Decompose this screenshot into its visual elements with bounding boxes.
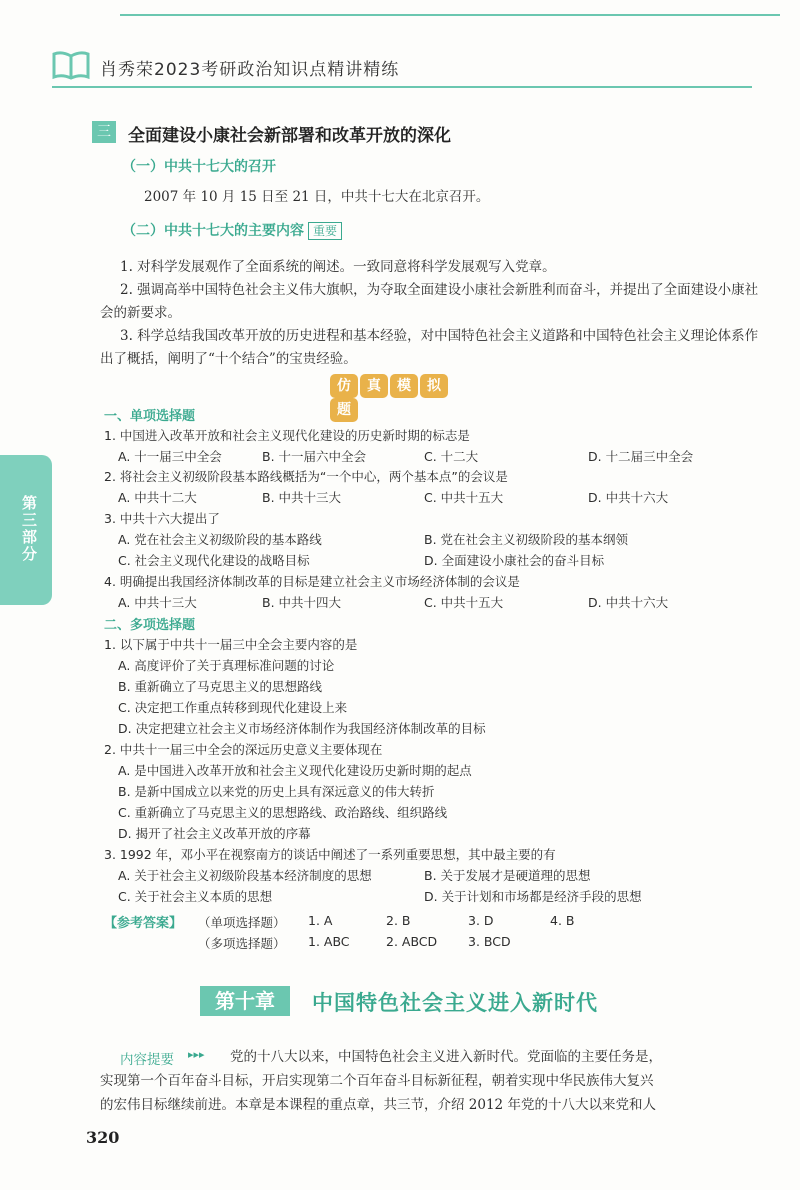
- multi-q2-opt-d: D. 揭开了社会主义改革开放的序幕: [118, 826, 311, 841]
- importance-badge: 重要: [308, 222, 342, 240]
- intro-line-2: 实现第一个百年奋斗目标，开启实现第二个百年奋斗目标新征程，朝着实现中华民族伟大复兴: [100, 1073, 654, 1089]
- multi-q3-opt-a: A. 关于社会主义初级阶段基本经济制度的思想: [118, 868, 372, 883]
- point-2: 2. 强调高举中国特色社会主义伟大旗帜，为夺取全面建设小康社会新胜利而奋斗，并提出了全面建设小康社会的新要求。: [100, 282, 759, 321]
- multi-q1-opt-b: B. 重新确立了马克思主义的思想路线: [118, 679, 323, 694]
- single-q3-opt-d: D. 全面建设小康社会的奋斗目标: [424, 553, 605, 568]
- single-q2-opt-b: B. 中共十三大: [262, 490, 342, 505]
- multi-q1: 1. 以下属于中共十一届三中全会主要内容的是: [104, 637, 358, 652]
- part-side-tab-label: 第三部分: [20, 495, 38, 563]
- banner-char: 题: [330, 398, 358, 422]
- answer-single-3: 3. D: [468, 913, 494, 928]
- point-3: 3. 科学总结我国改革开放的历史进程和基本经验，对中国特色社会主义道路和中国特色社会主义理论体系作出了概括，阐明了“十个结合”的宝贵经验。: [100, 328, 759, 367]
- multi-q3-opt-d: D. 关于计划和市场都是经济手段的思想: [424, 889, 642, 904]
- section-title: 全面建设小康社会新部署和改革开放的深化: [128, 126, 451, 146]
- single-q4-opt-d: D. 中共十六大: [588, 595, 669, 610]
- multi-q3-opt-b: B. 关于发展才是硬道理的思想: [424, 868, 591, 883]
- multi-q2-opt-a: A. 是中国进入改革开放和社会主义现代化建设历史新时期的起点: [118, 763, 472, 778]
- single-q1-opt-d: D. 十二届三中全会: [588, 449, 694, 464]
- subsection-title-2: （二）中共十七大的主要内容: [122, 223, 304, 239]
- multi-q3-opt-c: C. 关于社会主义本质的思想: [118, 889, 273, 904]
- banner-char: 仿: [330, 374, 358, 398]
- intro-line-1: 党的十八大以来，中国特色社会主义进入新时代。党面临的主要任务是，: [230, 1049, 662, 1065]
- answer-multi-2: 2. ABCD: [386, 934, 438, 949]
- banner-char: 真: [360, 374, 388, 398]
- answers-label: 【参考答案】: [104, 916, 183, 931]
- single-q2-opt-d: D. 中共十六大: [588, 490, 669, 505]
- answer-single-2: 2. B: [386, 913, 411, 928]
- single-q4-opt-c: C. 中共十五大: [424, 595, 504, 610]
- single-choice-heading: 一、单项选择题: [104, 409, 196, 424]
- banner-char: 拟: [420, 374, 448, 398]
- single-q2: 2. 将社会主义初级阶段基本路线概括为“一个中心，两个基本点”的会议是: [104, 469, 508, 484]
- page-number: 320: [86, 1128, 120, 1147]
- header-top-line: [120, 14, 780, 16]
- single-q2-opt-a: A. 中共十二大: [118, 490, 197, 505]
- single-q4: 4. 明确提出我国经济体制改革的目标是建立社会主义市场经济体制的会议是: [104, 574, 520, 589]
- single-q3-opt-c: C. 社会主义现代化建设的战略目标: [118, 553, 310, 568]
- answer-multi-3: 3. BCD: [468, 934, 511, 949]
- single-q1: 1. 中国进入改革开放和社会主义现代化建设的历史新时期的标志是: [104, 428, 470, 443]
- single-q3-opt-b: B. 党在社会主义初级阶段的基本纲领: [424, 532, 629, 547]
- subsection-heading-2: [122, 220, 342, 240]
- single-q4-opt-a: A. 中共十三大: [118, 595, 197, 610]
- single-q1-opt-b: B. 十一届六中全会: [262, 449, 367, 464]
- subsection-text-1: 2007 年 10 月 15 日至 21 日，中共十七大在北京召开。: [144, 189, 490, 205]
- answers-multi-label: （多项选择题）: [198, 936, 286, 951]
- multi-choice-heading: 二、多项选择题: [104, 618, 196, 633]
- chapter-number-badge: 第十章: [200, 986, 290, 1016]
- multi-q2-opt-c: C. 重新确立了马克思主义的思想路线、政治路线、组织路线: [118, 805, 448, 820]
- banner-char: 模: [390, 374, 418, 398]
- multi-q3: 3. 1992 年，邓小平在视察南方的谈话中阐述了一系列重要思想，其中最主要的有: [104, 847, 556, 862]
- single-q1-opt-a: A. 十一届三中全会: [118, 449, 222, 464]
- section-number: 三: [92, 121, 116, 143]
- intro-label: 内容提要: [120, 1052, 174, 1068]
- single-q1-opt-c: C. 十二大: [424, 449, 479, 464]
- chapter-title: 中国特色社会主义进入新时代: [312, 991, 598, 1015]
- single-q3: 3. 中共十六大提出了: [104, 511, 220, 526]
- single-q4-opt-b: B. 中共十四大: [262, 595, 342, 610]
- answer-single-4: 4. B: [550, 913, 575, 928]
- answer-single-1: 1. A: [308, 913, 333, 928]
- intro-arrow-icon: ▸▸▸: [188, 1048, 205, 1061]
- answer-multi-1: 1. ABC: [308, 934, 350, 949]
- answers-single-label: （单项选择题）: [198, 915, 286, 930]
- multi-q1-opt-d: D. 决定把建立社会主义市场经济体制作为我国经济体制改革的目标: [118, 721, 486, 736]
- multi-q1-opt-c: C. 决定把工作重点转移到现代化建设上来: [118, 700, 348, 715]
- book-icon: [52, 50, 90, 80]
- practice-banner: [330, 374, 460, 418]
- book-title: 肖秀荣2023考研政治知识点精讲精练: [100, 60, 400, 80]
- multi-q2-opt-b: B. 是新中国成立以来党的历史上具有深远意义的伟大转折: [118, 784, 435, 799]
- single-q3-opt-a: A. 党在社会主义初级阶段的基本路线: [118, 532, 322, 547]
- single-q2-opt-c: C. 中共十五大: [424, 490, 504, 505]
- multi-q1-opt-a: A. 高度评价了关于真理标准问题的讨论: [118, 658, 335, 673]
- point-1: 1. 对科学发展观作了全面系统的阐述。一致同意将科学发展观写入党章。: [120, 259, 556, 275]
- multi-q2: 2. 中共十一届三中全会的深远历史意义主要体现在: [104, 742, 383, 757]
- subsection-title-1: （一）中共十七大的召开: [122, 159, 276, 175]
- header-rule: [52, 86, 752, 88]
- intro-line-3: 的宏伟目标继续前进。本章是本课程的重点章，共三节，介绍 2012 年党的十八大以来党和人: [100, 1097, 656, 1113]
